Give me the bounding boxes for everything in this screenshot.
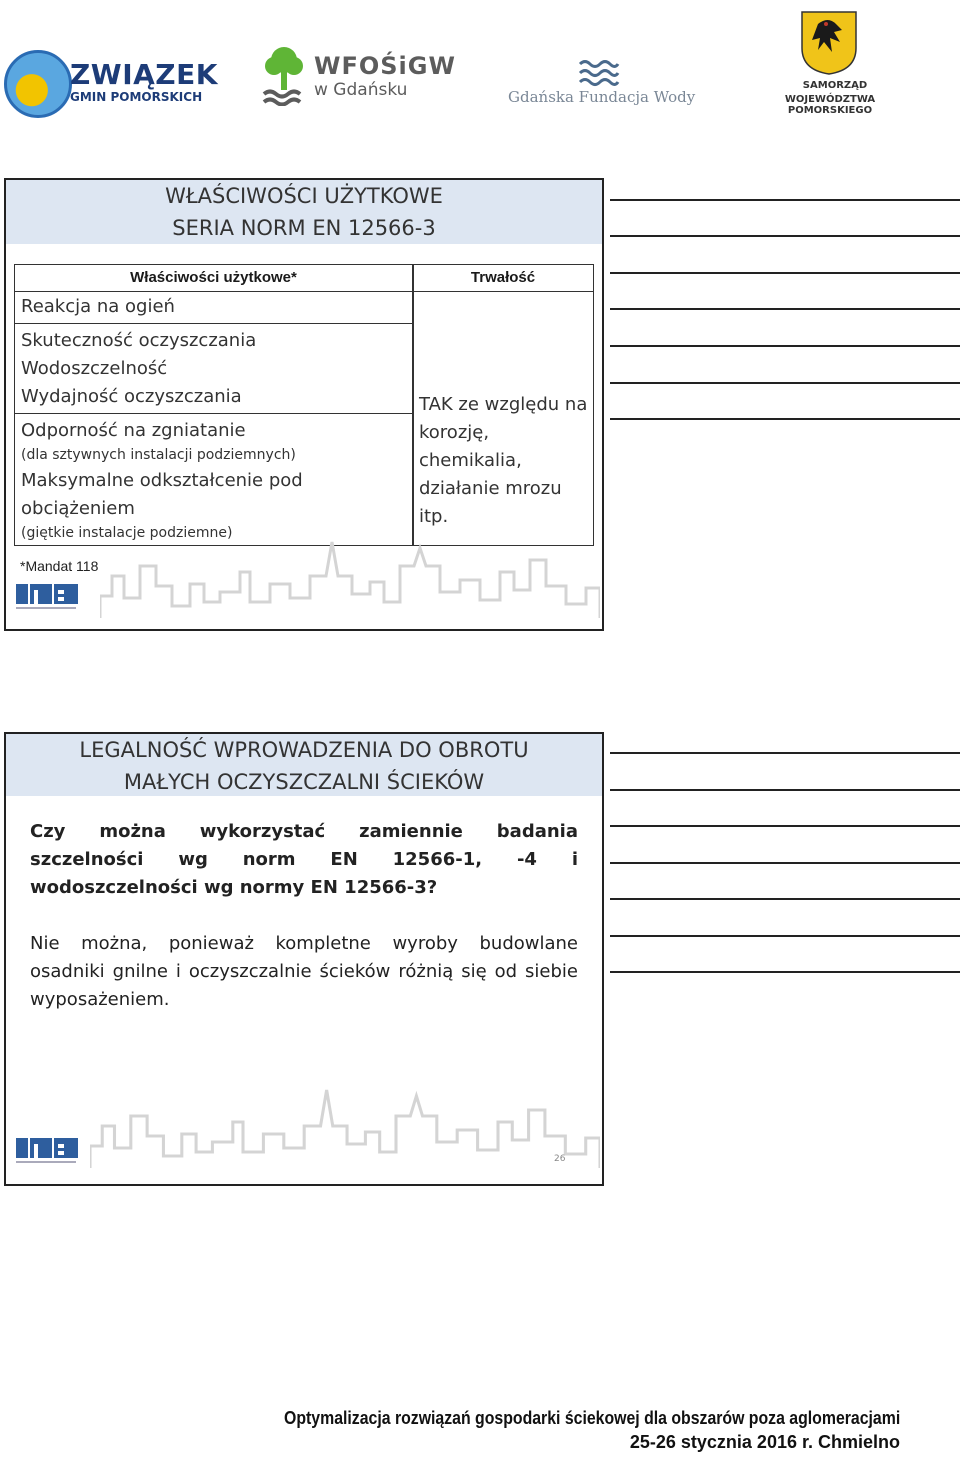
note-line[interactable] [610,418,960,420]
zwiazek-logo-text: ZWIĄZEK [70,58,218,91]
slide-title-line1: LEGALNOŚĆ WPROWADZENIA DO OBROTU [79,738,529,762]
table-divider [15,323,412,324]
table-header-properties: Właściwości użytkowe* [130,269,297,286]
gfw-waves-icon [578,58,620,88]
wfosigw-tree-icon [262,44,306,106]
note-line[interactable] [610,199,960,201]
note-line[interactable] [610,272,960,274]
answer-text: Nie można, ponieważ kompletne wyroby budowlane osadniki gnilne i oczyszczalnie ścieków różnią się od siebie wyposażeniem. [30,933,578,1010]
city-skyline-icon [90,1086,600,1176]
table-cell: Skuteczność oczyszczania [21,330,257,351]
note-line[interactable] [610,345,960,347]
slide-title-line2: MAŁYCH OCZYSZCZALNI ŚCIEKÓW [123,770,485,794]
pomorskie-griffin-icon [800,10,858,76]
samorzad-logo-subtext: WOJEWÓDZTWA POMORSKIEGO [784,94,876,116]
gfw-logo-text: Gdańska Fundacja Wody [508,88,696,106]
table-divider [15,413,412,414]
table-cell: Maksymalne odkształcenie pod [21,470,303,491]
zwiazek-logo-icon [4,50,72,118]
footer-date: 25-26 stycznia 2016 r. Chmielno [629,1432,900,1452]
wfosigw-logo-subtext: w Gdańsku [314,80,408,100]
note-line[interactable] [610,308,960,310]
footnote: *Mandat 118 [20,558,99,574]
footer-title: Optymalizacja rozwiązań gospodarki ściekowej dla obszarów poza aglomeracjami [283,1408,900,1428]
slide-title-line1: WŁAŚCIWOŚCI UŻYTKOWE [165,184,443,208]
note-line[interactable] [610,235,960,237]
zwiazek-logo-subtext: GMIN POMORSKICH [70,90,203,104]
samorzad-logo-text: SAMORZĄD [802,80,868,91]
wfosigw-logo-text: WFOŚiGW [314,52,456,80]
slide-title [6,180,602,244]
note-line[interactable] [610,789,960,791]
slide-wlasciwosci [4,178,604,631]
note-line[interactable] [610,825,960,827]
table-cell: Wodoszczelność [21,358,168,379]
table-cell-note: (giętkie instalacje podziemne) [21,525,233,541]
note-line[interactable] [610,862,960,864]
slide-title-line2: SERIA NORM EN 12566-3 [172,216,436,240]
note-line[interactable] [610,971,960,973]
page-number: 26 [554,1154,566,1164]
table-cell-note: (dla sztywnych instalacji podziemnych) [21,447,296,463]
slide-legalnosc [4,732,604,1186]
table-cell: Odporność na zgniatanie [21,420,246,441]
note-line[interactable] [610,752,960,754]
slide-title [6,734,602,796]
city-skyline-icon [100,536,600,626]
note-line[interactable] [610,382,960,384]
note-line[interactable] [610,898,960,900]
table-cell: Reakcja na ogień [21,296,175,317]
itb-logo-icon [16,582,80,612]
table-divider [412,265,414,545]
table-header-durability: Trwałość [470,269,536,286]
itb-logo-icon [16,1134,80,1168]
table-divider [15,291,593,292]
note-line[interactable] [610,935,960,937]
table-cell: Wydajność oczyszczania [21,386,242,407]
properties-table [14,264,594,546]
question-text: Czy można wykorzystać zamiennie badania szczelności wg norm EN 12566-1, -4 i wodoszczelności wg normy EN 12566-3? [30,821,578,898]
durability-text: TAK ze względu na korozję, chemikalia, działanie mrozu itp. [419,394,588,527]
table-cell: obciążeniem [21,498,135,519]
